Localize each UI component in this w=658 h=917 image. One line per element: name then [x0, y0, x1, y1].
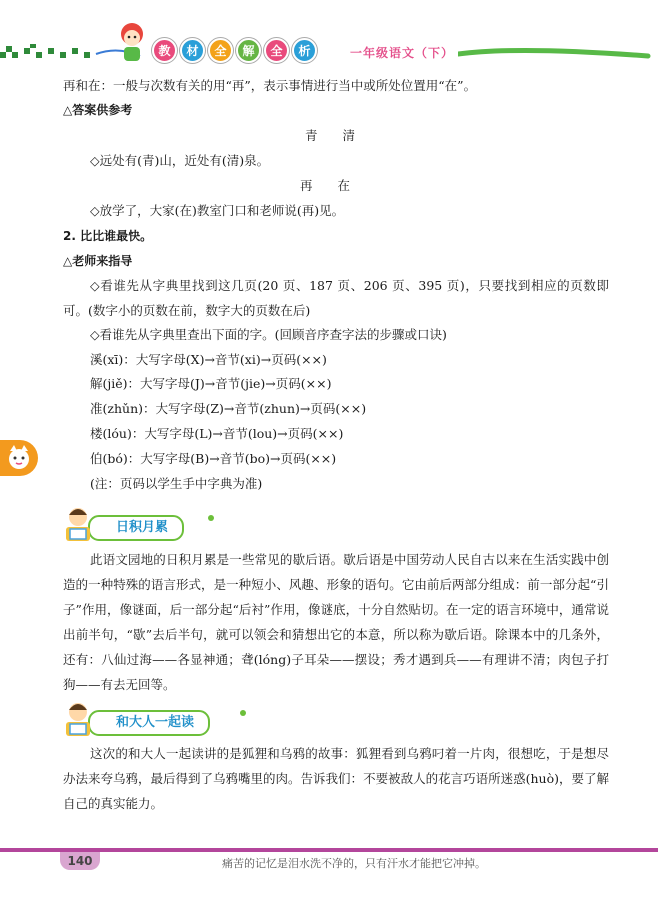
- answer-line: ◇放学了，大家(在)教室门口和老师说(再)见。: [90, 203, 345, 218]
- kid-reading-icon: [60, 505, 98, 545]
- note-line: (注：页码以学生手中字典为准): [90, 476, 263, 491]
- title-char: 材: [180, 38, 205, 63]
- lookup-item: 楼(lóu)：大写字母(L)→音节(lou)→页码(××): [90, 426, 344, 441]
- section-banner: [60, 700, 250, 740]
- riji-paragraph: 此语文园地的日积月累是一些常见的歇后语。歇后语是中国劳动人民自古以来在生活实践中创造的一种特殊的语言形式，是一种短小、风趣、形象的语句。它由前后两部分组成：前一部分起“引子”作用，像谜面，后一部分起“后衬”作用，像谜底，十分自然贴切。在一定的语言环境中，通常说出前半句，“歇”去后半句，就可以领会和猜想出它的本意，所以称为歇后语。除课本中的几条外，还有：八仙过海——各显神通；聋(lóng)子耳朵——摆设；秀才遇到兵——有理讲不清；肉包子打狗——有去无回等。: [63, 552, 609, 692]
- title-char: 全: [264, 38, 289, 63]
- grade-subtitle: 一年级语文（下）: [350, 46, 455, 60]
- char-pair: 青 清: [305, 128, 356, 143]
- banner-label: 和大人一起读: [88, 710, 210, 736]
- kid-reading-icon: [60, 700, 98, 740]
- intro-line: 再和在：一般与次数有关的用“再”，表示事情进行当中或所处位置用“在”。: [63, 78, 477, 93]
- section-banner: [60, 505, 220, 545]
- title-char: 解: [236, 38, 261, 63]
- title-char: 全: [208, 38, 233, 63]
- dot-icon: [240, 710, 246, 716]
- lookup-item: 准(zhǔn)：大写字母(Z)→音节(zhun)→页码(××): [90, 401, 367, 416]
- footer-motto: 痛苦的记忆是泪水洗不净的，只有汗水才能把它冲掉。: [222, 857, 486, 870]
- banner-label: 日积月累: [88, 515, 184, 541]
- exercise-heading: 2. 比比谁最快。: [63, 229, 153, 243]
- answer-heading: △答案供参考: [63, 103, 133, 117]
- read-paragraph: 这次的和大人一起读讲的是狐狸和乌鸦的故事：狐狸看到乌鸦叼着一片肉，很想吃，于是想尽办法来夸乌鸦，最后得到了乌鸦嘴里的肉。告诉我们：不要被敌人的花言巧语所迷惑(huò)，要了解自己的真实能力。: [63, 746, 609, 811]
- page-header: [0, 0, 658, 78]
- char-pair: 再 在: [300, 178, 351, 193]
- guide-paragraph: ◇看谁先从字典里找到这几页(20 页、187 页、206 页、395 页)，只要找到相应的页数即可。(数字小的页数在前，数字大的页数在后): [63, 278, 609, 318]
- dot-icon: [208, 515, 214, 521]
- teacher-heading: △老师来指导: [63, 254, 133, 268]
- answer-line: ◇远处有(青)山，近处有(清)泉。: [90, 153, 270, 168]
- lookup-item: 解(jiě)：大写字母(J)→音节(jie)→页码(××): [90, 376, 332, 391]
- side-tab: [0, 440, 38, 476]
- lookup-item: 伯(bó)：大写字母(B)→音节(bo)→页码(××): [90, 451, 337, 466]
- guide-line: ◇看谁先从字典里查出下面的字。(回顾音序查字法的步骤或口诀): [90, 327, 447, 342]
- pencil-icon: [458, 40, 658, 70]
- lookup-item: 溪(xī)：大写字母(X)→音节(xi)→页码(××): [90, 352, 327, 367]
- mascot-icon: [112, 20, 152, 64]
- title-char: 析: [292, 38, 317, 63]
- title-char: 教: [152, 38, 177, 63]
- page-number: 140: [60, 852, 100, 870]
- cat-face-icon: [4, 443, 34, 473]
- series-title: [152, 38, 320, 63]
